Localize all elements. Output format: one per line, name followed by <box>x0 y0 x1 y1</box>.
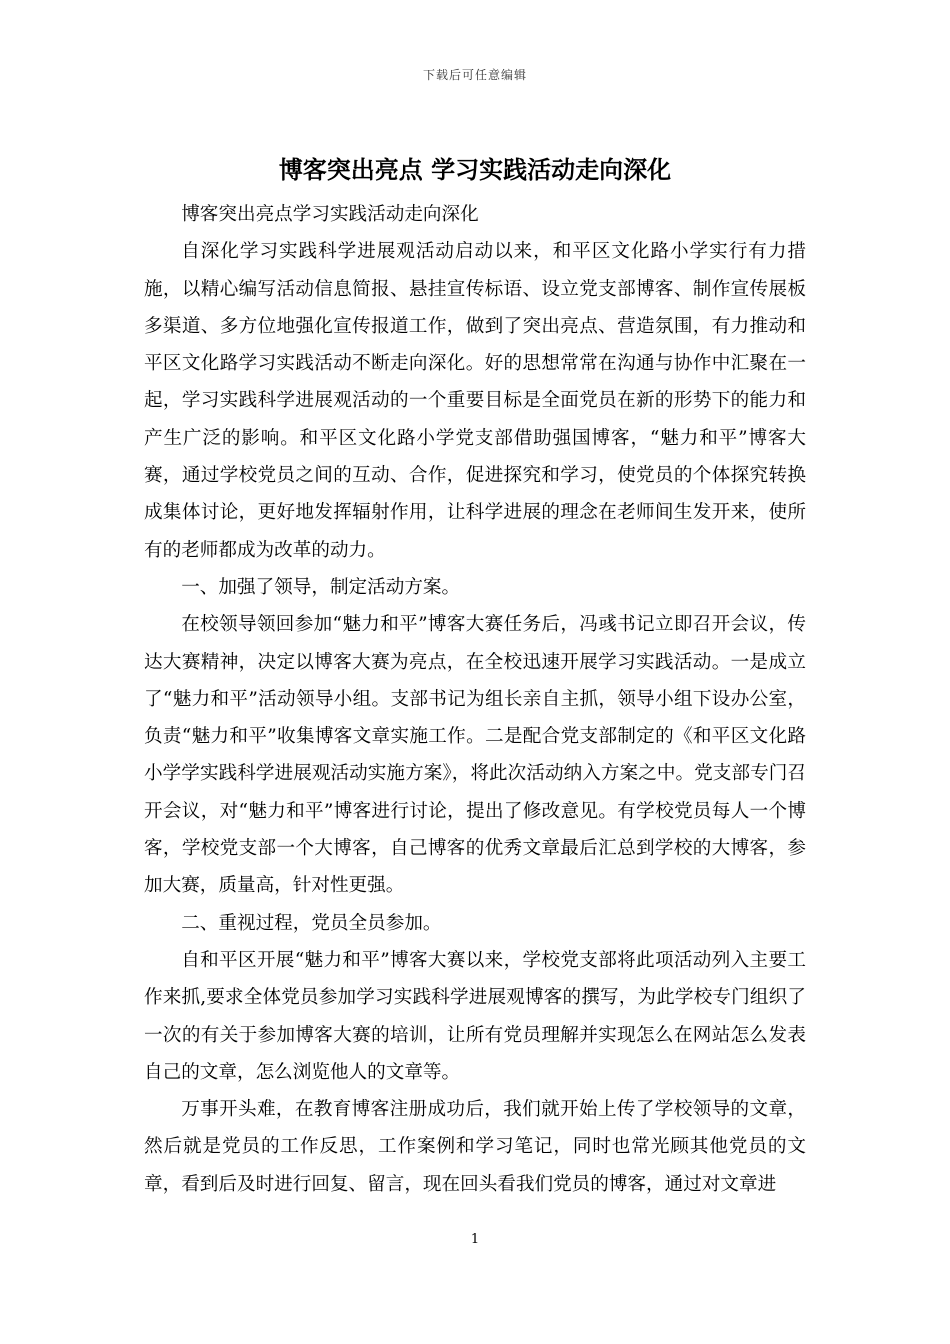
section-heading: 二、重视过程，党员全员参加。 <box>181 912 442 934</box>
subtitle-paragraph: 博客突出亮点学习实践活动走向深化 <box>181 204 479 225</box>
body-paragraph: 自深化学习实践科学进展观活动启动以来，和平区文化路小学实行有力措施，以精心编写活动信息简报、悬挂宣传标语、设立党支部博客、制作宣传展板多渠道、多方位地强化宣传报道工作，做到了突出亮点、营造氛围，有力推动和平区文化路学习实践活动不断走向深化。好的思想常常在沟通与协作中汇聚在一起，学习实践科学进展观活动的一个重要目标是全面党员在新的形势下的能力和产生广泛的影响。和平区文化路小学党支部借助强国博客，“魅力和平”博客大赛，通过学校党员之间的互动、合作，促进探究和学习，使党员的个体探究转换成集体讨论，更好地发挥辐射作用，让科学进展的理念在老师间生发开来，使所有的老师都成为改革的动力。 <box>144 241 806 561</box>
section-heading: 一、加强了领导，制定活动方案。 <box>181 576 461 598</box>
page-number: 1 <box>470 1232 480 1247</box>
body-paragraph: 在校领导领回参加“魅力和平”博客大赛任务后，冯彧书记立即召开会议，传达大赛精神，决定以博客大赛为亮点，在全校迅速开展学习实践活动。一是成立了“魅力和平”活动领导小组。支部书记为组长亲自主抓，领导小组下设办公室，负责“魅力和平”收集博客文章实施工作。二是配合党支部制定的《和平区文化路小学学实践科学进展观活动实施方案》，将此次活动纳入方案之中。党支部专门召开会议，对“魅力和平”博客进行讨论，提出了修改意见。有学校党员每人一个博客，学校党支部一个大博客，自己博客的优秀文章最后汇总到学校的大博客，参加大赛，质量高，针对性更强。 <box>144 614 806 897</box>
document-body <box>144 196 806 1203</box>
document-title: 博客突出亮点 学习实践活动走向深化 <box>278 155 672 184</box>
body-paragraph: 自和平区开展“魅力和平”博客大赛以来，学校党支部将此项活动列入主要工作来抓,要求全体党员参加学习实践科学进展观博客的撰写，为此学校专门组织了一次的有关于参加博客大赛的培训，让所有党员理解并实现怎么在网站怎么发表自己的文章，怎么浏览他人的文章等。 <box>144 949 806 1083</box>
header-note: 下载后可任意编辑 <box>422 68 527 82</box>
body-paragraph: 万事开头难，在教育博客注册成功后，我们就开始上传了学校领导的文章，然后就是党员的工作反思，工作案例和学习笔记，同时也常光顾其他党员的文章，看到后及时进行回复、留言，现在回头看我们党员的博客，通过对文章进 <box>144 1099 806 1195</box>
